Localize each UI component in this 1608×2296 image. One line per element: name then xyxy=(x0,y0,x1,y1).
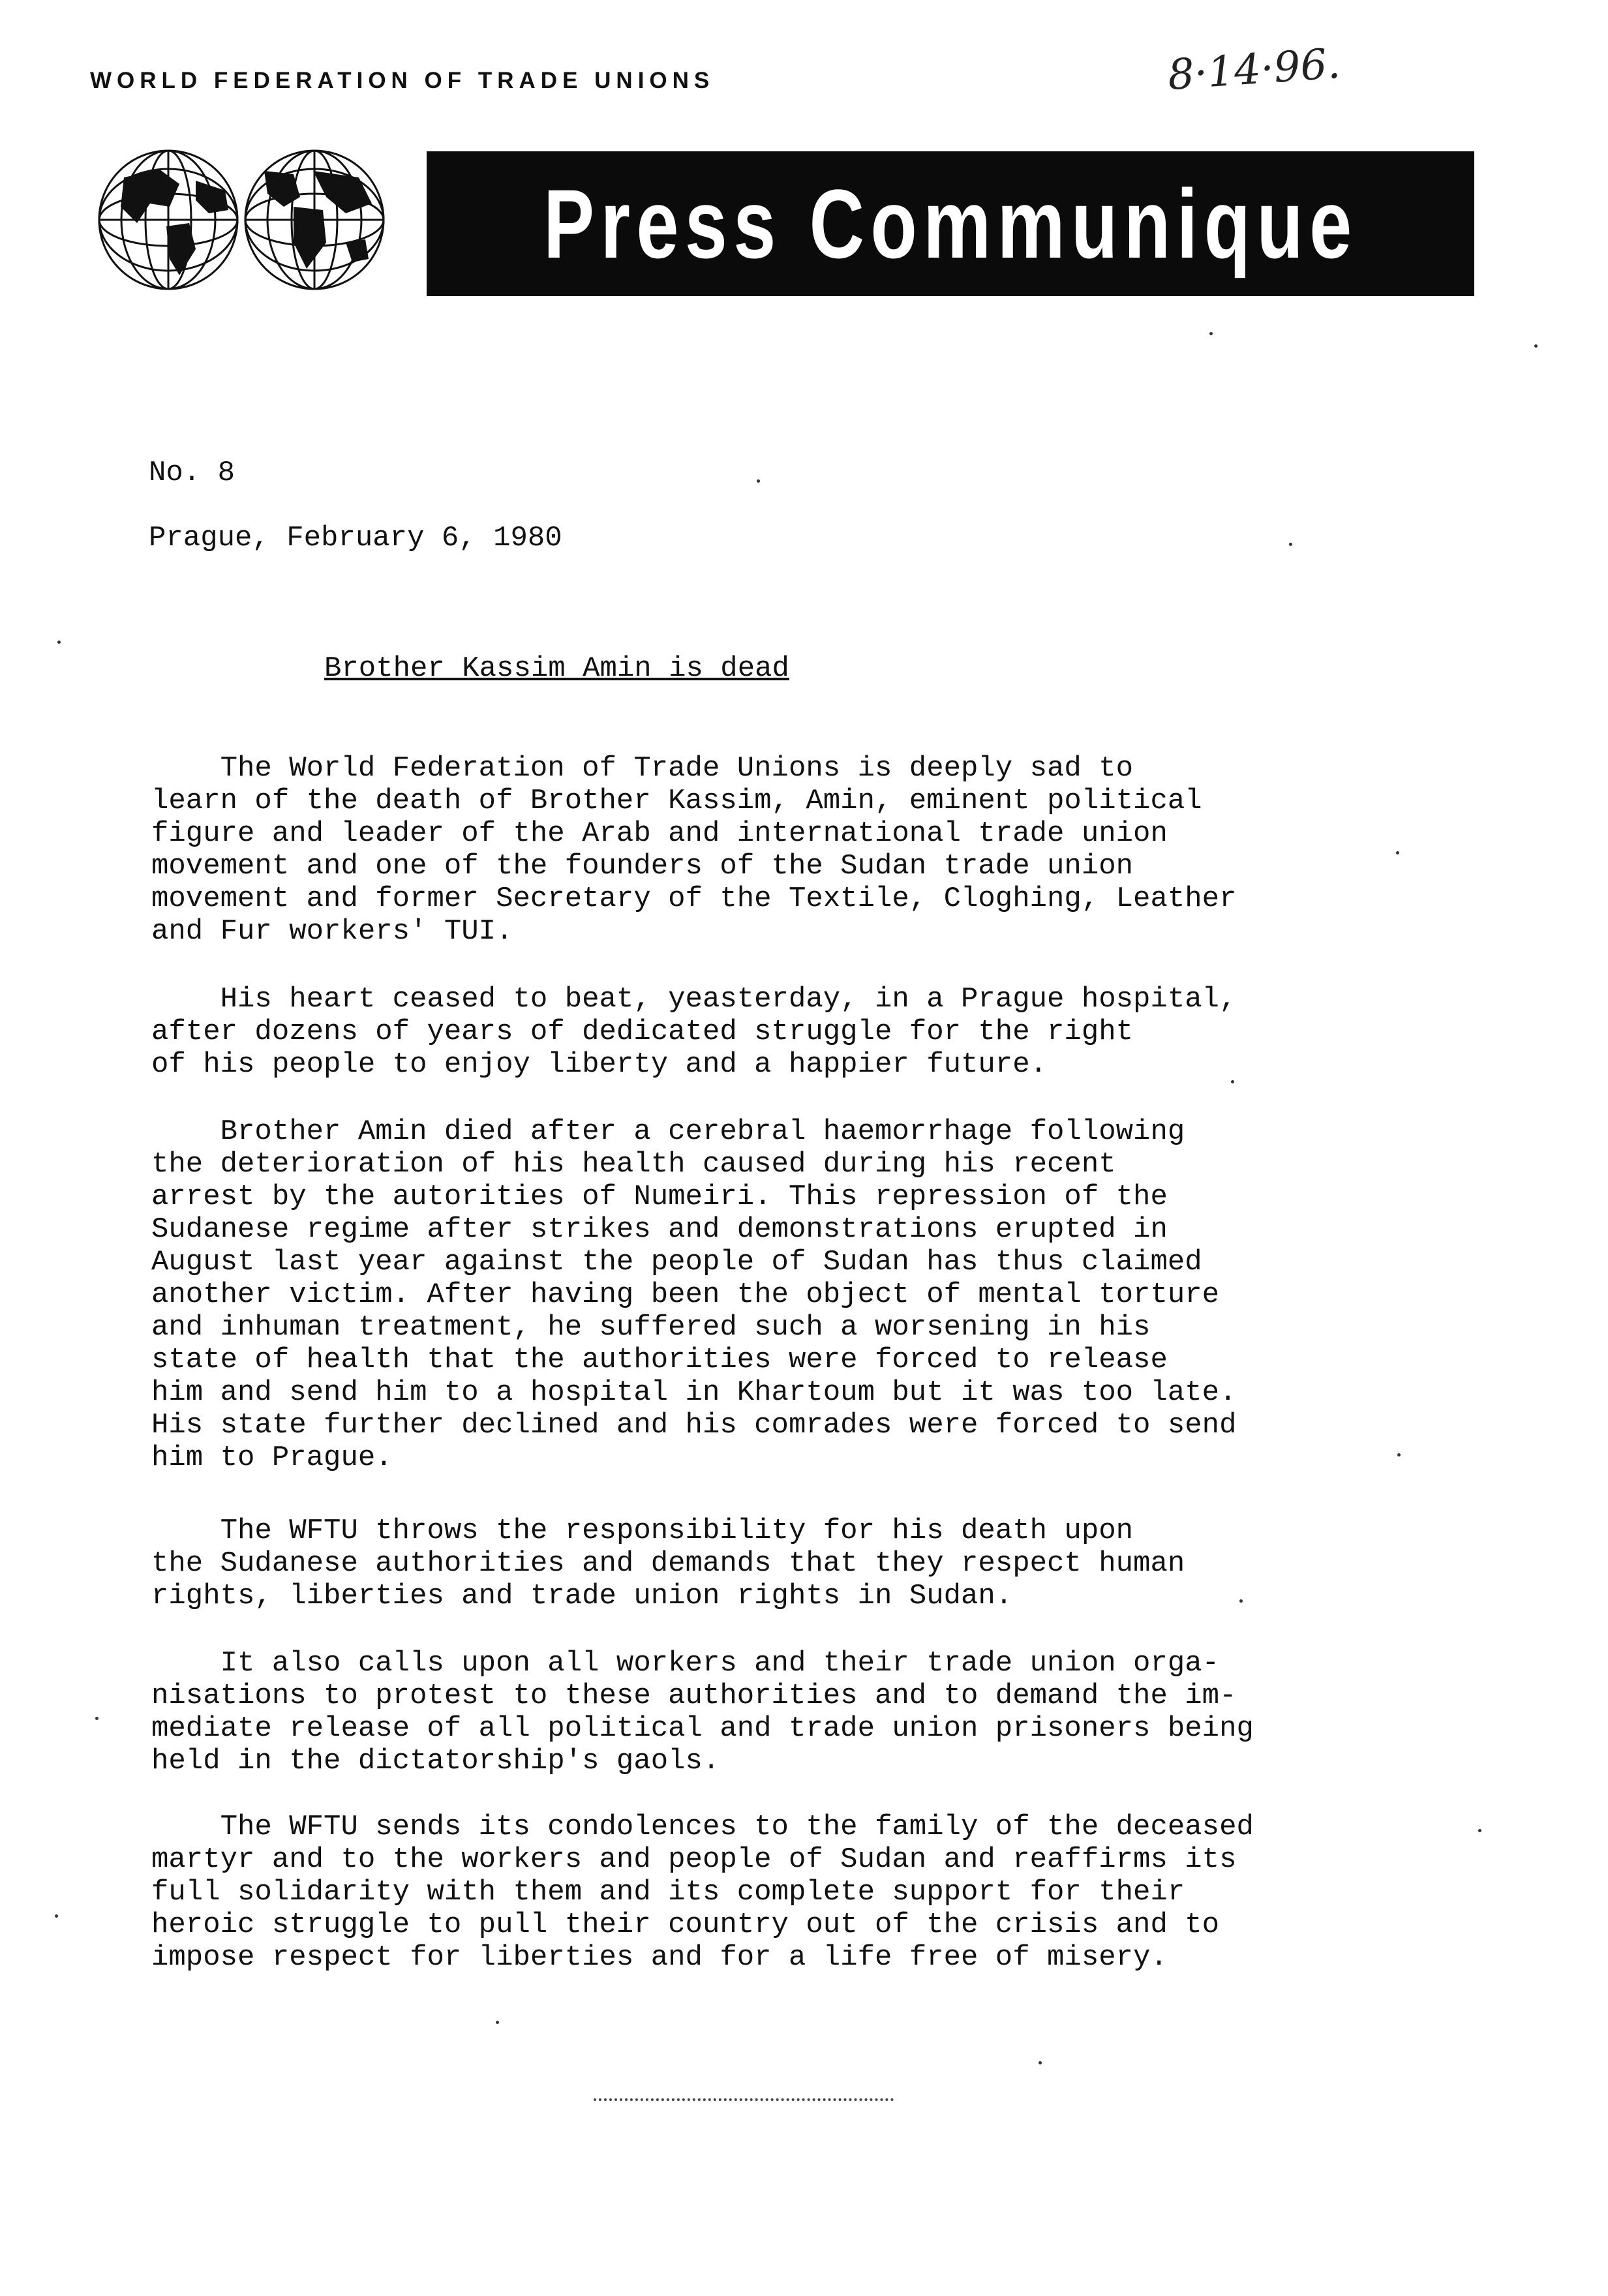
text-line: the deterioration of his health caused during his recent xyxy=(151,1148,1116,1181)
scan-speck xyxy=(1039,2061,1042,2064)
scan-speck xyxy=(1478,1829,1481,1832)
text-line: The WFTU sends its condolences to the family of the deceased xyxy=(151,1811,1254,1843)
end-rule xyxy=(594,2098,894,2104)
text-line: Brother Amin died after a cerebral haemorrhage following xyxy=(151,1115,1185,1148)
text-line: nisations to protest to these authorities and to demand the im- xyxy=(151,1680,1237,1712)
communique-number: No. 8 xyxy=(149,457,235,489)
scan-speck xyxy=(57,641,61,644)
text-line: August last year against the people of Sudan has thus claimed xyxy=(151,1246,1202,1278)
text-line: movement and one of the founders of the Sudan trade union xyxy=(151,850,1134,883)
scan-speck xyxy=(95,1717,99,1720)
scan-speck xyxy=(1534,344,1538,348)
text-line: full solidarity with them and its complete support for their xyxy=(151,1876,1185,1909)
text-line: after dozens of years of dedicated struggle for the right xyxy=(151,1016,1134,1048)
body-paragraph-5 xyxy=(151,1647,1495,1777)
text-line: the Sudanese authorities and demands that they respect human xyxy=(151,1547,1185,1580)
banner-title: Press Communique xyxy=(543,168,1358,279)
scan-speck xyxy=(1239,1599,1243,1603)
body-paragraph-6 xyxy=(151,1811,1495,1974)
text-line: another victim. After having been the object of mental torture xyxy=(151,1278,1220,1311)
text-line: him to Prague. xyxy=(151,1442,393,1474)
organization-name: WORLD FEDERATION OF TRADE UNIONS xyxy=(90,68,715,93)
scan-speck xyxy=(1209,332,1213,335)
text-line: learn of the death of Brother Kassim, Amin, eminent political xyxy=(151,785,1202,817)
text-line: impose respect for liberties and for a life free of misery. xyxy=(151,1941,1168,1974)
scan-speck xyxy=(1231,1080,1234,1083)
headline: Brother Kassim Amin is dead xyxy=(324,652,789,685)
text-line: The World Federation of Trade Unions is deeply sad to xyxy=(151,752,1134,785)
body-paragraph-4 xyxy=(151,1515,1495,1612)
text-line: movement and former Secretary of the Textile, Cloghing, Leather xyxy=(151,883,1237,915)
text-line: and Fur workers' TUI. xyxy=(151,915,513,948)
text-line: His heart ceased to beat, yeasterday, in a Prague hospital, xyxy=(151,983,1237,1016)
text-line: figure and leader of the Arab and international trade union xyxy=(151,817,1168,850)
place-and-date: Prague, February 6, 1980 xyxy=(149,522,562,554)
text-line: heroic struggle to pull their country out of the crisis and to xyxy=(151,1909,1220,1941)
text-line: state of health that the authorities were forced to release xyxy=(151,1344,1168,1376)
body-paragraph-1 xyxy=(151,752,1495,948)
text-line: martyr and to the workers and people of Sudan and reaffirms its xyxy=(151,1843,1237,1876)
scan-speck xyxy=(55,1914,58,1918)
text-line: him and send him to a hospital in Khartoum but it was too late. xyxy=(151,1376,1237,1409)
text-line: held in the dictatorship's gaols. xyxy=(151,1745,720,1777)
text-line: The WFTU throws the responsibility for his death upon xyxy=(151,1515,1134,1547)
text-line: and inhuman treatment, he suffered such a worsening in his xyxy=(151,1311,1151,1344)
text-line: Sudanese regime after strikes and demonstrations erupted in xyxy=(151,1213,1168,1246)
globe-logo-icon xyxy=(98,145,385,295)
scan-speck xyxy=(1397,1453,1401,1457)
text-line: of his people to enjoy liberty and a happier future. xyxy=(151,1048,1048,1081)
text-line: mediate release of all political and trade union prisoners being xyxy=(151,1712,1254,1745)
text-line: His state further declined and his comrades were forced to send xyxy=(151,1409,1237,1442)
text-line: rights, liberties and trade union rights in Sudan. xyxy=(151,1580,1013,1612)
scan-speck xyxy=(1396,851,1399,854)
text-line: It also calls upon all workers and their trade union orga- xyxy=(151,1647,1220,1680)
handwritten-annotation: 8·14·96. xyxy=(1166,39,1342,100)
scan-speck xyxy=(496,2021,499,2024)
body-paragraph-2 xyxy=(151,983,1495,1081)
scan-speck xyxy=(1289,543,1292,546)
press-communique-banner xyxy=(427,151,1474,296)
scan-speck xyxy=(757,479,760,483)
body-paragraph-3 xyxy=(151,1115,1495,1474)
text-line: arrest by the autorities of Numeiri. This repression of the xyxy=(151,1181,1168,1213)
